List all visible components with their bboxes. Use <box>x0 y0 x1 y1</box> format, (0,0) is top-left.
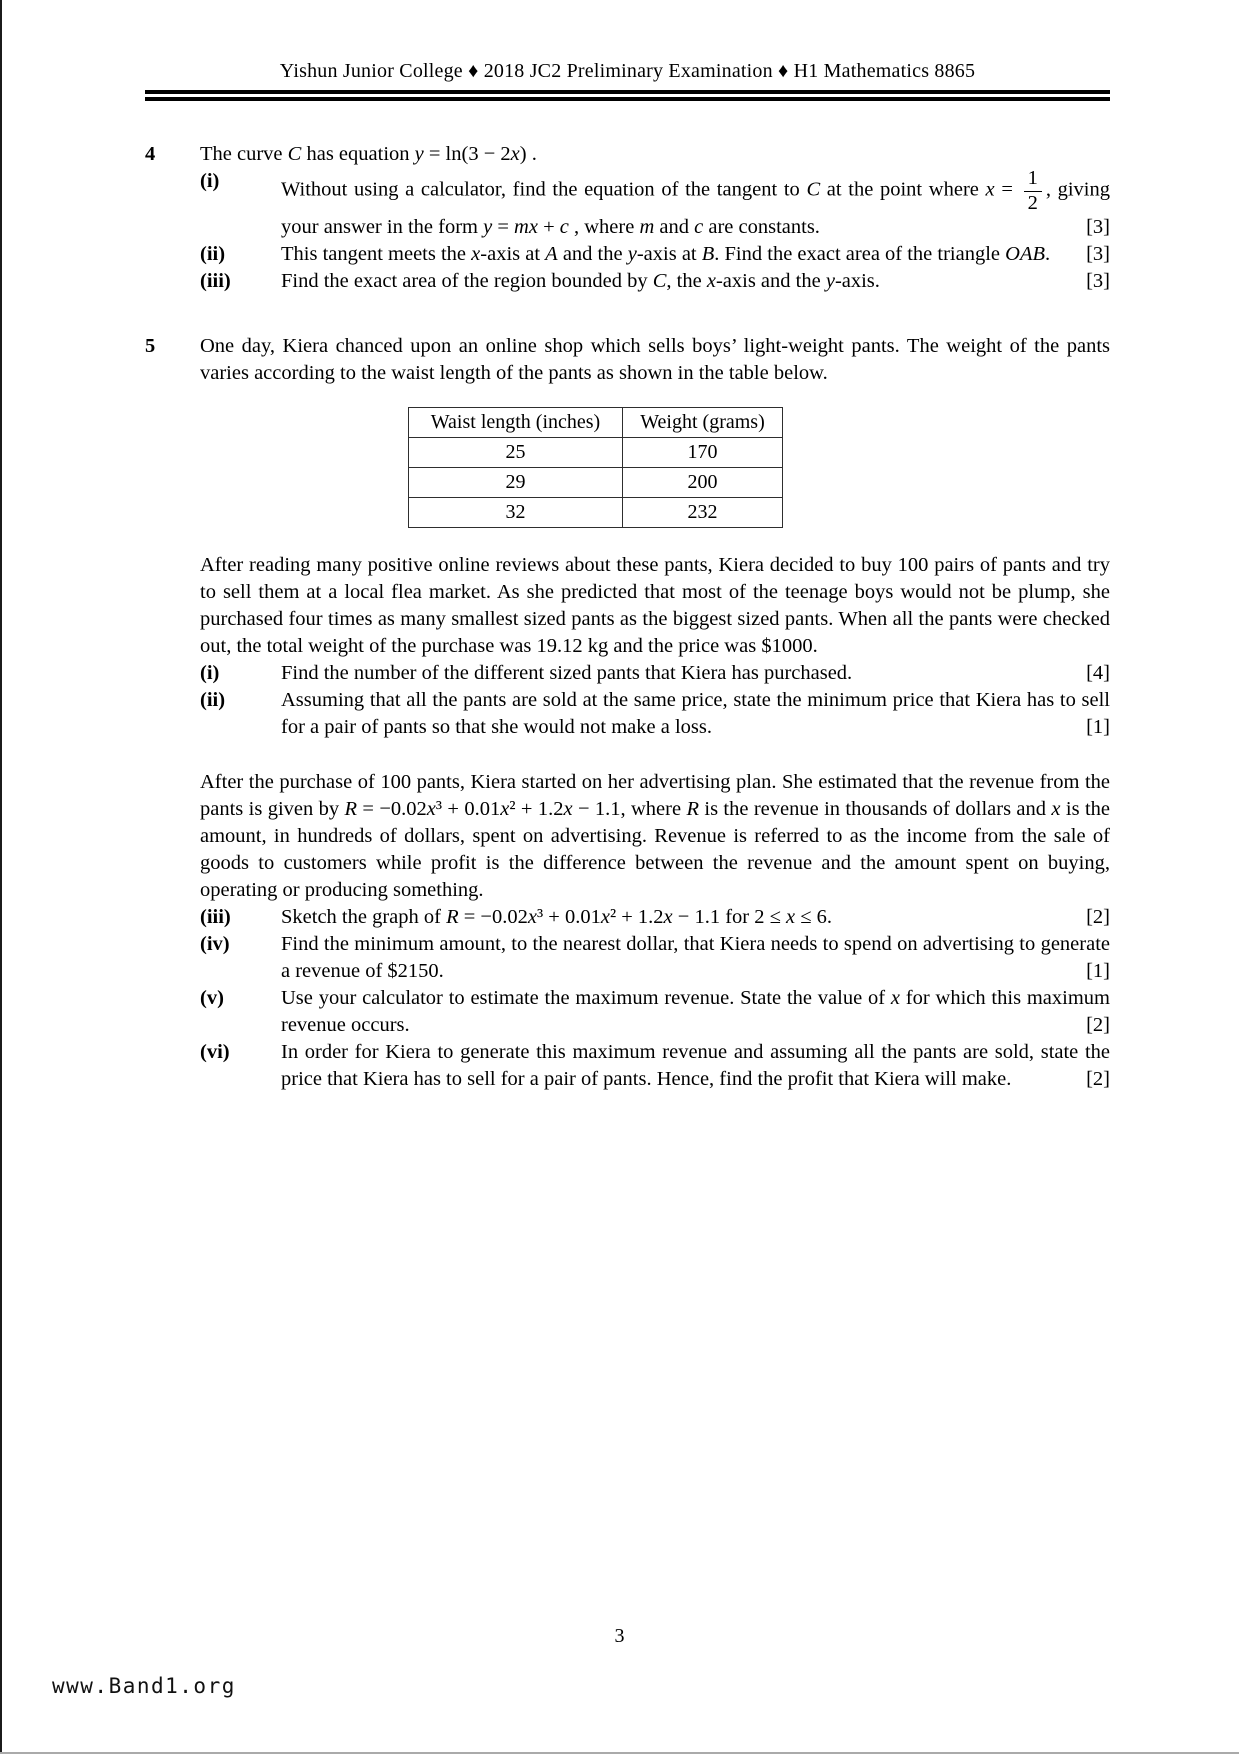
part-iii-text <box>281 268 1110 295</box>
marks-badge: [1] <box>1086 715 1110 738</box>
text-run: ² + 1.2 <box>509 797 564 820</box>
text-run-group <box>281 933 1110 982</box>
text-run: x <box>510 143 520 165</box>
part-iii-text <box>281 904 1110 931</box>
question-4 <box>145 141 1110 295</box>
page-number: 3 <box>614 1625 625 1647</box>
text-run: y <box>825 269 835 292</box>
part-iii-label: (iii) <box>200 905 231 928</box>
text-run-group <box>281 906 832 928</box>
question-4-body <box>200 141 1110 295</box>
text-run: Without using a calculator, find the equation of the tangent to <box>281 178 807 201</box>
table-row <box>409 467 783 497</box>
question-5-purchase-paragraph <box>200 552 1110 660</box>
text-run: ≤ 6. <box>795 905 832 928</box>
text-run: x <box>527 905 537 928</box>
part-i-text <box>281 660 1110 687</box>
marks-badge: [2] <box>1086 1013 1110 1036</box>
text-run: A <box>545 242 558 265</box>
page-header <box>145 60 1110 101</box>
text-run-group <box>281 689 1110 738</box>
text-run: -axis at <box>480 242 546 265</box>
marks-badge: [3] <box>1086 269 1110 292</box>
marks-badge: [4] <box>1086 661 1110 684</box>
text-run-group <box>281 270 880 292</box>
text-run-group <box>281 179 1020 201</box>
question-5-part-vi <box>200 1039 1110 1093</box>
table-header-waist: Waist length (inches) <box>409 407 623 437</box>
text-run: y <box>627 242 637 265</box>
text-run: = <box>994 178 1020 201</box>
text-run: ³ + 0.01 <box>536 905 601 928</box>
text-run: = −0.02 <box>458 905 528 928</box>
text-run: x <box>1051 797 1061 820</box>
question-4-part-iii <box>200 268 1110 295</box>
text-run: , giving your answer in the form <box>281 178 1110 238</box>
text-run: x <box>785 905 796 928</box>
text-run: x <box>563 797 573 820</box>
part-i-text <box>281 168 1110 241</box>
text-run: + <box>537 215 560 238</box>
text-run: and the <box>557 242 628 265</box>
text-run-group <box>281 1041 1110 1090</box>
fraction-denominator: 2 <box>1027 191 1038 214</box>
marks-badge: [1] <box>1086 959 1110 982</box>
text-run: for which this maximum revenue occurs. <box>281 986 1110 1036</box>
text-run: and <box>654 215 695 238</box>
part-v-text <box>281 985 1110 1039</box>
text-run: Use your calculator to estimate the maximum revenue. State the value of <box>281 986 891 1009</box>
part-ii-label: (ii) <box>200 688 226 711</box>
text-run: x <box>706 269 716 292</box>
question-5-number: 5 <box>145 334 156 357</box>
text-run: m <box>639 215 655 238</box>
text-run: x <box>663 905 673 928</box>
text-run: C <box>287 143 302 165</box>
text-run: In order for Kiera to generate this maximum revenue and assuming all the pants are sold, state the price that Kiera has to sell for a pair of pants. Hence, find the profit that Kiera will make. <box>281 1040 1110 1090</box>
text-run: B <box>701 242 715 265</box>
text-run: c <box>694 215 704 238</box>
header-rule <box>145 90 1110 101</box>
table-row <box>409 437 783 467</box>
question-4-part-i <box>200 168 1110 241</box>
text-run: R <box>344 797 358 820</box>
text-run: x <box>426 797 436 820</box>
marks-badge: [3] <box>1086 215 1110 238</box>
part-ii-text <box>281 241 1110 268</box>
fraction-one-half <box>1024 168 1042 214</box>
text-run: -axis at <box>636 242 702 265</box>
question-5 <box>145 333 1110 1093</box>
text-run: -axis. <box>834 269 880 292</box>
text-run: ) . <box>519 143 537 165</box>
text-run: C <box>806 178 821 201</box>
part-iv-text <box>281 931 1110 985</box>
text-run: OAB <box>1005 242 1046 265</box>
text-run: After reading many positive online reviews about these pants, Kiera decided to buy 100 pairs of pants and try to sell them at a local flea market. As she predicted that most of the teenage boys would not be plump, she purchased four times as many smallest sized pants as the biggest sized pants. When all the pants were checked out, the total weight of the purchase was 19.12 kg and the price was $1000. <box>200 553 1110 657</box>
table-cell-waist: 25 <box>409 437 623 467</box>
text-run: y <box>414 143 424 165</box>
table-cell-waist: 29 <box>409 467 623 497</box>
question-5-part-iv <box>200 931 1110 985</box>
text-run: x <box>471 242 481 265</box>
text-run: = ln(3 − 2 <box>423 143 511 165</box>
text-run: Sketch the graph of <box>281 905 447 928</box>
marks-badge: [3] <box>1086 242 1110 265</box>
table-cell-waist: 32 <box>409 497 623 527</box>
header-title: Yishun Junior College ♦ 2018 JC2 Preliminary Examination ♦ H1 Mathematics 8865 <box>279 60 976 82</box>
text-run: Find the minimum amount, to the nearest dollar, that Kiera needs to spend on advertising to generate a revenue of $2150. <box>281 932 1110 982</box>
part-i-label: (i) <box>200 170 220 192</box>
question-4-number: 4 <box>145 143 156 165</box>
marks-badge: [2] <box>1086 905 1110 928</box>
text-run: = −0.02 <box>357 797 427 820</box>
text-run: x <box>500 797 510 820</box>
text-run: -axis and the <box>715 269 826 292</box>
text-run: mx <box>514 215 538 238</box>
table-cell-weight: 232 <box>623 497 783 527</box>
text-run: This tangent meets the <box>281 242 472 265</box>
question-5-part-iii <box>200 904 1110 931</box>
text-run: are constants. <box>703 215 820 238</box>
text-run: is the amount, in hundreds of dollars, spent on advertising. Revenue is referred to as the income from the sale of goods to customers while profit is the difference between the revenue and the amount spent on buying, operating or producing something. <box>200 797 1110 901</box>
text-run-group <box>281 243 1050 265</box>
table-cell-weight: 200 <box>623 467 783 497</box>
text-run: C <box>652 269 667 292</box>
question-4-part-ii <box>200 241 1110 268</box>
text-run: y <box>483 215 493 238</box>
waist-weight-table <box>408 407 783 528</box>
text-run: R <box>446 905 459 928</box>
fraction-numerator: 1 <box>1024 168 1042 192</box>
text-run: x <box>600 905 610 928</box>
scan-edge-left <box>0 0 2 1754</box>
question-5-part-ii <box>200 687 1110 741</box>
text-run: . Find the exact area of the triangle <box>714 242 1006 265</box>
table-header-row <box>409 407 783 437</box>
text-run: ² + 1.2 <box>609 905 664 928</box>
marks-badge: [2] <box>1086 1067 1110 1090</box>
text-run: ³ + 0.01 <box>435 797 501 820</box>
question-5-part-v <box>200 985 1110 1039</box>
question-5-body <box>200 333 1110 1093</box>
table-cell-weight: 170 <box>623 437 783 467</box>
text-run: x <box>985 178 995 201</box>
table-row <box>409 497 783 527</box>
text-run: Assuming that all the pants are sold at the same price, state the minimum price that Kiera has to sell for a pair of pants so that she would not make a loss. <box>281 688 1110 738</box>
part-iv-label: (iv) <box>200 932 230 955</box>
text-run: One day, Kiera chanced upon an online shop which sells boys’ light-weight pants. The weight of the pants varies according to the waist length of the pants as shown in the table below. <box>200 334 1110 384</box>
text-run: , where <box>568 215 640 238</box>
text-run: − 1.1, where <box>572 797 687 820</box>
text-run: is the revenue in thousands of dollars and <box>699 797 1052 820</box>
part-v-label: (v) <box>200 986 224 1009</box>
text-run-group <box>281 662 852 684</box>
text-run: = <box>492 215 515 238</box>
part-ii-label: (ii) <box>200 242 226 265</box>
text-run: − 1.1 for 2 ≤ <box>672 905 786 928</box>
text-run: x <box>890 986 900 1009</box>
part-vi-text <box>281 1039 1110 1093</box>
part-iii-label: (iii) <box>200 269 231 292</box>
text-run: The curve <box>200 143 288 165</box>
table-header-weight: Weight (grams) <box>623 407 783 437</box>
text-run: has equation <box>301 143 415 165</box>
text-run-group <box>281 987 1110 1036</box>
text-run: . <box>1045 242 1051 265</box>
part-ii-text <box>281 687 1110 741</box>
question-5-advertising-paragraph <box>200 769 1110 904</box>
watermark: www.Band1.org <box>52 1674 236 1698</box>
part-i-label: (i) <box>200 661 220 684</box>
text-run: at the point where <box>820 178 986 201</box>
question-5-part-i <box>200 660 1110 687</box>
question-5-intro <box>200 333 1110 387</box>
question-4-intro <box>200 141 1110 168</box>
part-vi-label: (vi) <box>200 1040 230 1063</box>
text-run: After the purchase of 100 pants, Kiera started on her advertising plan. She estimated that the revenue from the pants is given by <box>200 770 1110 820</box>
text-run: R <box>686 797 699 820</box>
text-run: Find the number of the different sized pants that Kiera has purchased. <box>281 661 853 684</box>
text-run: c <box>559 215 569 238</box>
text-run: , the <box>666 269 707 292</box>
text-run: Find the exact area of the region bounded by <box>281 269 653 292</box>
